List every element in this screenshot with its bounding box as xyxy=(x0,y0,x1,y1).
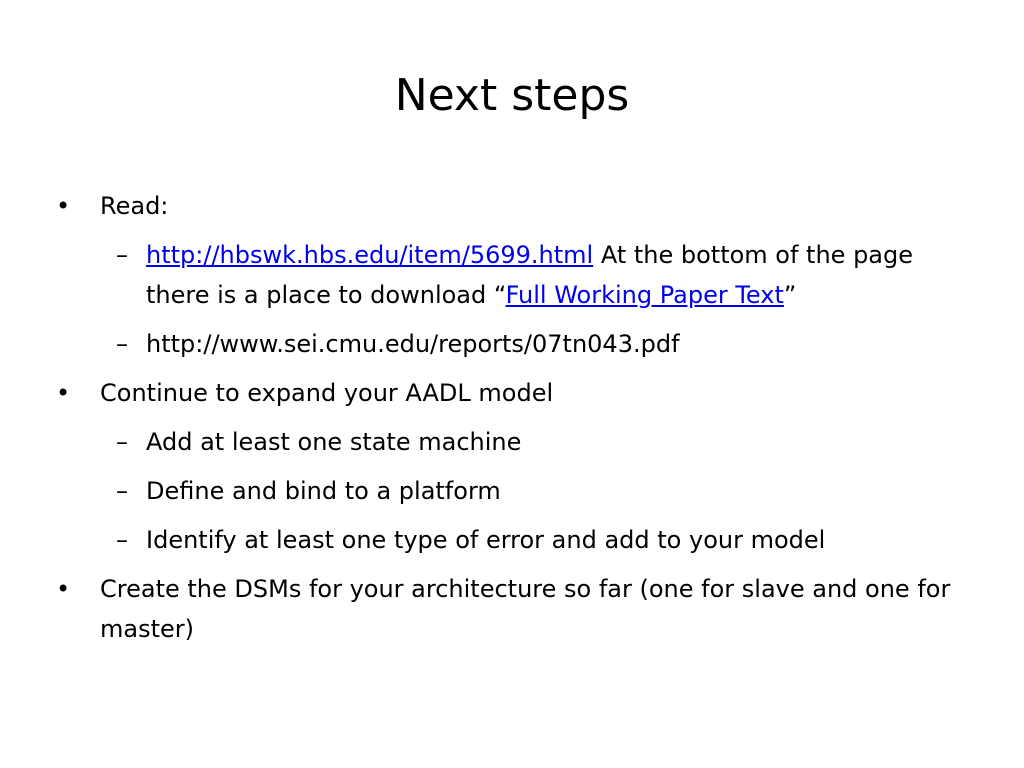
bullet-text: Continue to expand your AADL model xyxy=(100,379,554,407)
dash-icon: – xyxy=(116,330,128,358)
sub-item-state-machine xyxy=(56,422,976,462)
sub-item-text: Define and bind to a platform xyxy=(146,477,501,505)
full-working-paper-link[interactable]: Full Working Paper Text xyxy=(505,281,784,309)
slide-body xyxy=(56,186,976,649)
bullet-icon: • xyxy=(56,192,71,220)
bullet-text: Create the DSMs for your architecture so far (one for slave and one for master) xyxy=(100,575,951,643)
dash-icon: – xyxy=(116,477,128,505)
dash-icon: – xyxy=(116,526,128,554)
dash-icon: – xyxy=(116,241,128,269)
sub-item-text: At the bottom of the page there is a place to download “ xyxy=(146,241,914,309)
bullet-item-continue xyxy=(56,373,976,413)
sub-item-hbswk xyxy=(56,235,976,315)
bullet-icon: • xyxy=(56,575,71,603)
sub-item-text: Add at least one state machine xyxy=(146,428,522,456)
bullet-text: Read: xyxy=(100,192,169,220)
bullet-icon: • xyxy=(56,379,71,407)
sub-item-text: Identify at least one type of error and add to your model xyxy=(146,526,826,554)
sub-item-platform xyxy=(56,471,976,511)
bullet-item-dsms xyxy=(56,569,976,649)
sub-item-error xyxy=(56,520,976,560)
slide-title: Next steps xyxy=(394,70,630,121)
hbswk-link[interactable]: http://hbswk.hbs.edu/item/5699.html xyxy=(146,241,594,269)
sub-item-sei xyxy=(56,324,976,364)
sub-item-text: http://www.sei.cmu.edu/reports/07tn043.pdf xyxy=(146,330,680,358)
bullet-item-read xyxy=(56,186,976,226)
sub-item-text-end: ” xyxy=(783,281,797,309)
dash-icon: – xyxy=(116,428,128,456)
